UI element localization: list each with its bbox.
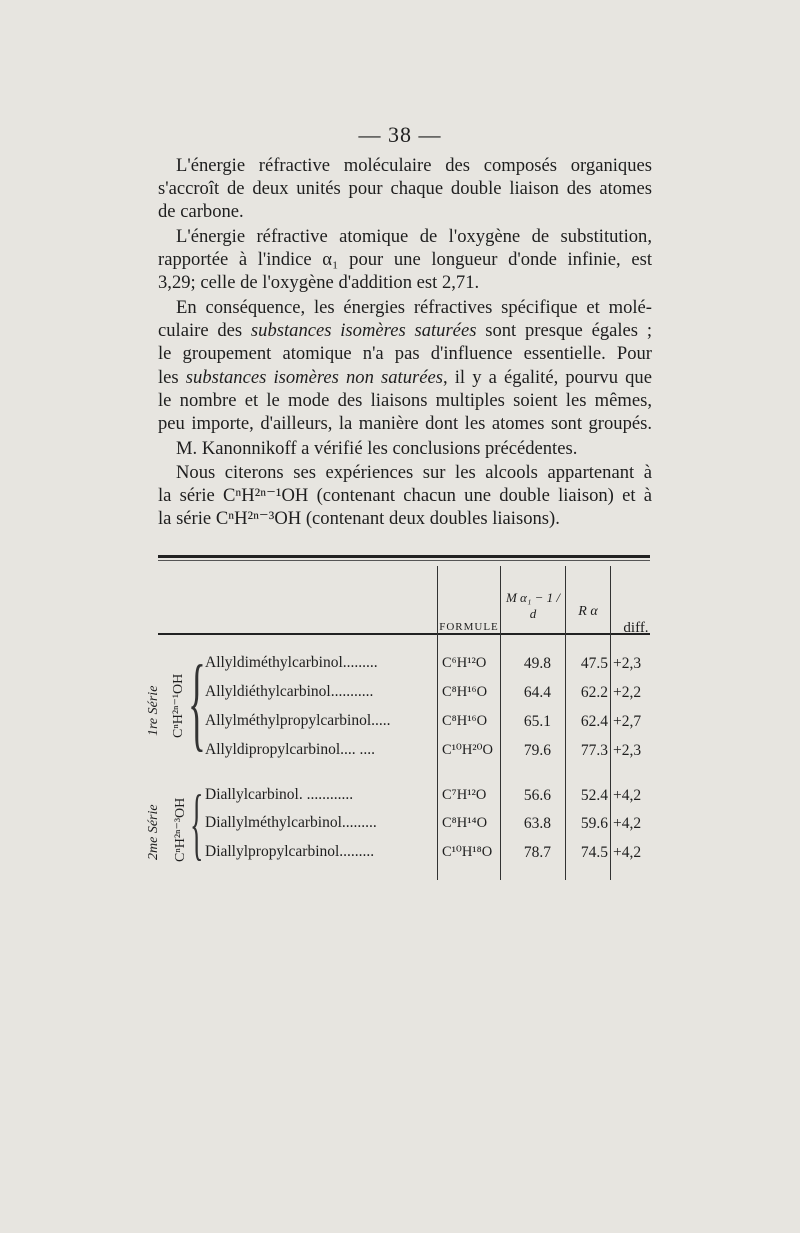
table-row-name: Allyldipropylcarbinol.... ....	[205, 741, 376, 758]
text-segment: sont presque égales ;	[476, 320, 652, 342]
text-line: 3,29; celle de l'oxygène d'addition est 2,71.	[158, 272, 480, 294]
paragraph-4	[158, 437, 652, 460]
table-cell-m: 65.1	[523, 713, 551, 730]
table-top-rule	[158, 555, 650, 558]
table-cell-m: 78.7	[523, 844, 551, 861]
text-line: L'énergie réfractive moléculaire des composés organiques	[176, 155, 652, 176]
text-line: Nous citerons ses expériences sur les alcools appartenant à	[176, 462, 652, 483]
table-cell-m: 79.6	[523, 742, 551, 759]
table-row-name: Diallylcarbinol. ............	[205, 786, 354, 803]
paragraph-2	[158, 225, 652, 295]
table-cell-r: 62.2	[580, 684, 608, 701]
text-line: M. Kanonnikoff a vérifié les conclusions précédentes.	[176, 438, 578, 459]
table-cell-diff: +2,3	[613, 742, 642, 759]
table-cell-diff: +4,2	[613, 844, 642, 861]
table-cell-formula: C⁸H¹⁴O	[442, 815, 488, 831]
table-cell-diff: +4,2	[613, 815, 642, 832]
table-cell-r: 77.3	[580, 742, 608, 759]
text-line	[158, 319, 652, 342]
header-formule: FORMULE	[439, 621, 499, 633]
table-row-name: Allyldiéthylcarbinol...........	[205, 683, 374, 700]
header-r: R α	[578, 604, 598, 619]
text-line	[158, 366, 652, 389]
table-row-name: Diallylméthylcarbinol.........	[205, 814, 377, 831]
series-2-label	[146, 804, 162, 860]
column-divider	[610, 566, 611, 880]
table-cell-m: 64.4	[523, 684, 551, 701]
text-line: s'accroît de deux unités pour chaque double liaison des atomes	[158, 178, 652, 200]
paragraph-3	[158, 296, 652, 435]
table-cell-diff: +4,2	[613, 787, 642, 804]
table-cell-diff: +2,7	[613, 713, 642, 730]
table-cell-r: 74.5	[580, 844, 608, 861]
italic-phrase: substances isomères saturées	[250, 320, 477, 342]
table-cell-diff: +2,3	[613, 655, 642, 672]
table-cell-m: 56.6	[523, 787, 551, 804]
text-line: le groupement atomique n'a pas d'influence essentielle. Pour	[158, 343, 652, 365]
italic-phrase: substances isomères non saturées	[185, 366, 443, 388]
table-cell-m: 63.8	[523, 815, 551, 832]
text-line: de carbone.	[158, 201, 244, 223]
series-2-formula: CⁿH²ⁿ⁻³OH	[173, 797, 188, 862]
text-line: la série CⁿH²ⁿ⁻¹OH (contenant chacun une double liaison) et à	[158, 485, 652, 507]
text-line: rapportée à l'indice α₁ pour une longueur d'onde infinie, est	[158, 249, 652, 271]
table-cell-formula: C⁸H¹⁶O	[442, 684, 488, 700]
text-line: L'énergie réfractive atomique de l'oxygène de substitution,	[176, 226, 652, 247]
page-number: — 38 —	[358, 122, 442, 147]
series-label-text: 2me Série	[146, 804, 161, 860]
table-row-name: Allyldiméthylcarbinol.........	[205, 654, 378, 671]
table-cell-formula: C⁶H¹²O	[442, 655, 487, 671]
table-cell-r: 62.4	[580, 713, 608, 730]
text-line: peu importe, d'ailleurs, la manière dont les atomes sont groupés.	[158, 413, 652, 435]
table-cell-formula: C⁸H¹⁶O	[442, 713, 488, 729]
series-1-formula: CⁿH²ⁿ⁻¹OH	[171, 673, 186, 738]
table-row-name: Allylméthylpropylcarbinol.....	[205, 712, 391, 729]
text-line: la série CⁿH²ⁿ⁻³OH (contenant deux doubles liaisons).	[158, 508, 560, 530]
table-cell-r: 47.5	[580, 655, 608, 672]
brace-icon: {	[188, 644, 206, 761]
text-segment: les	[158, 366, 186, 388]
column-divider	[437, 566, 438, 880]
table-cell-r: 59.6	[580, 815, 608, 832]
text-line: le nombre et le mode des liaisons multiples soient les mêmes,	[158, 389, 652, 411]
table-header-rule	[158, 633, 650, 635]
paragraph-1	[158, 154, 652, 224]
text-segment: , il y a égalité, pourvu que	[443, 366, 652, 388]
table-cell-r: 52.4	[580, 787, 608, 804]
paragraph-5	[158, 461, 652, 531]
table-row-name: Diallylpropylcarbinol.........	[205, 843, 375, 860]
series-1-label	[146, 686, 162, 736]
table-cell-formula: C¹⁰H¹⁸O	[442, 844, 493, 860]
table-cell-formula: C⁷H¹²O	[442, 787, 487, 803]
brace-icon: {	[190, 780, 204, 868]
series-label-text: 1re Série	[146, 685, 161, 736]
table-cell-diff: +2,2	[613, 684, 642, 701]
text-segment: culaire des	[158, 320, 251, 342]
table-cell-formula: C¹⁰H²⁰O	[442, 742, 493, 758]
table-top-rule-thin	[158, 560, 650, 561]
table-cell-m: 49.8	[523, 655, 551, 672]
header-diff: diff.	[623, 620, 649, 636]
header-m: M α₁ − 1 / d	[505, 590, 561, 621]
text-line: En conséquence, les énergies réfractives spécifique et molé-	[176, 297, 652, 318]
